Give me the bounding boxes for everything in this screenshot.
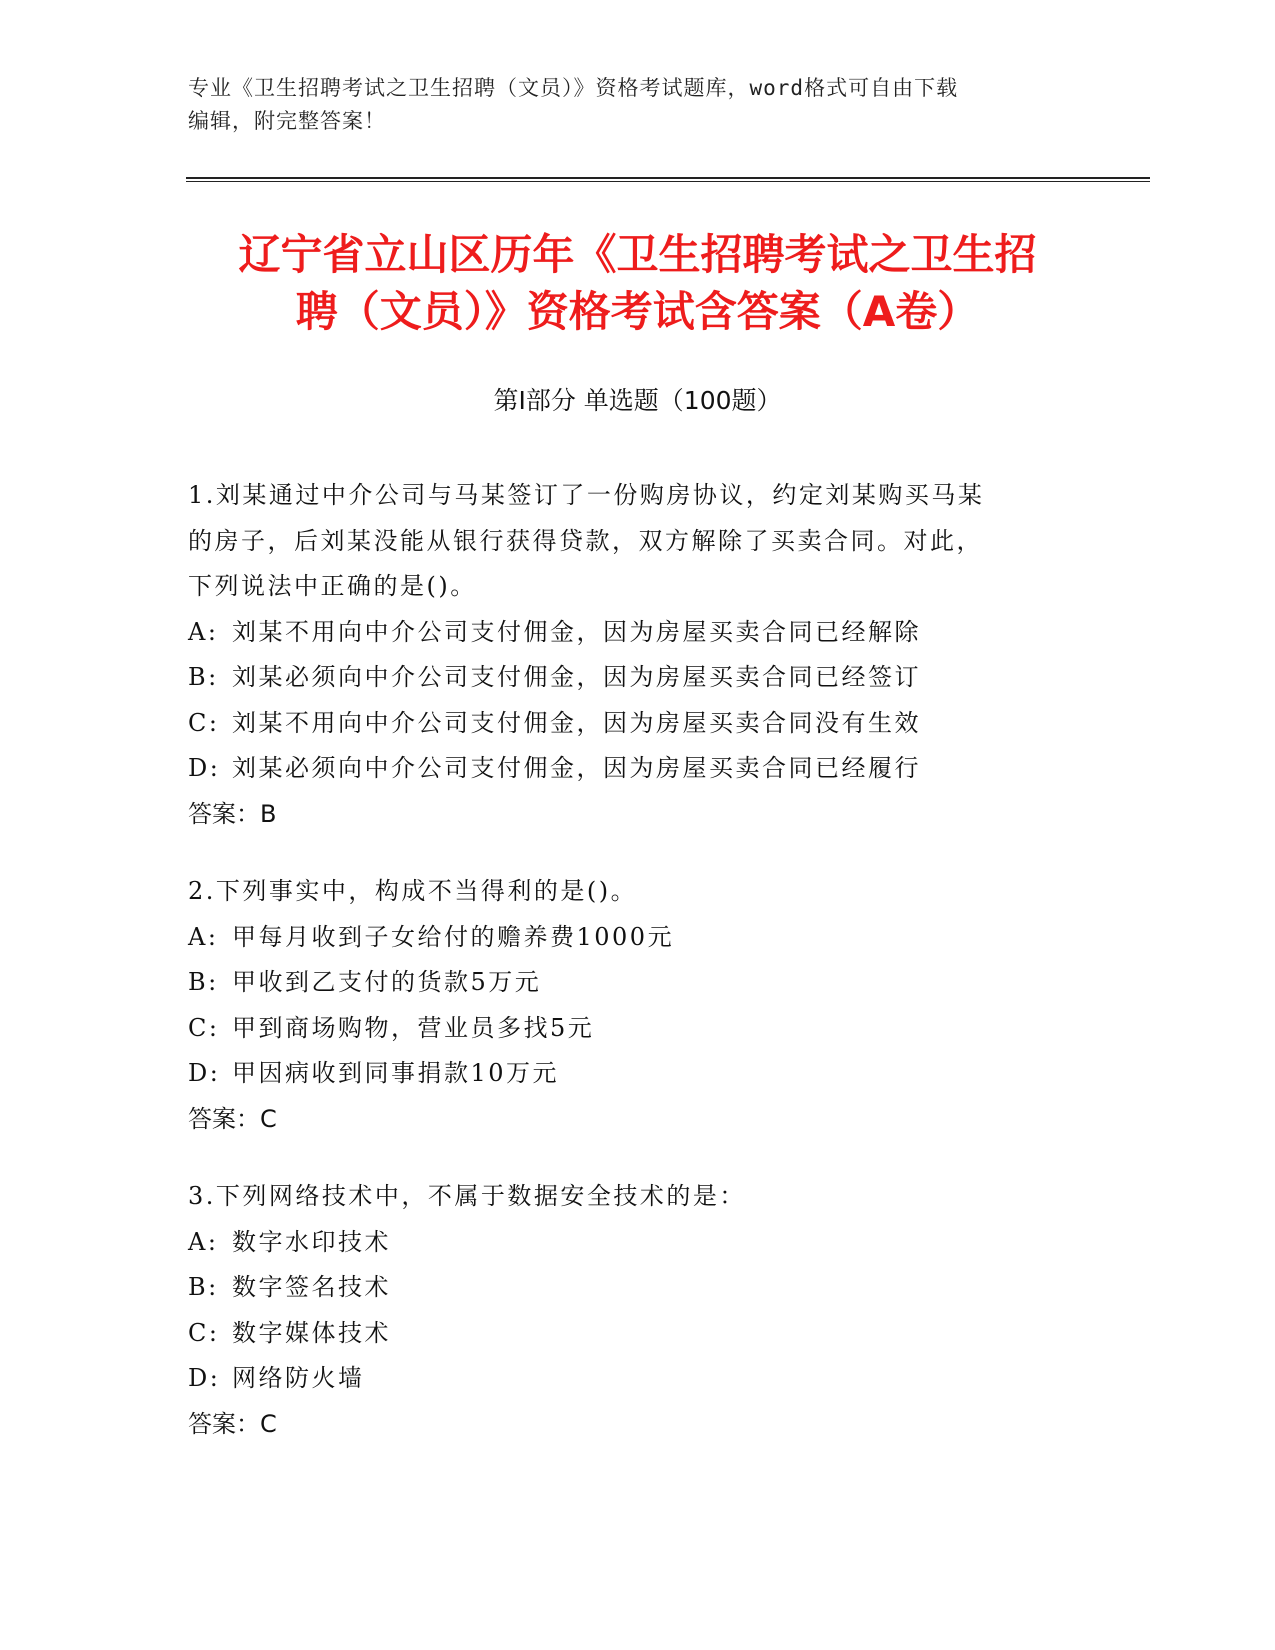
question-2 [188,869,1088,1142]
option-text: 刘某必须向中介公司支付佣金，因为房屋买卖合同已经签订 [232,663,921,691]
option-d [188,746,1088,792]
option-text: 甲收到乙支付的货款5万元 [232,968,542,996]
option-b [188,1265,1088,1311]
option-a [188,1220,1088,1266]
option-text: 网络防火墙 [232,1364,365,1392]
option-key: D: [188,1059,221,1087]
header-note-line-2: 编辑，附完整答案！ [188,109,386,133]
option-key: B: [188,1273,219,1301]
question-1 [188,473,1088,837]
header-divider [186,177,1150,182]
option-key: C: [188,1318,220,1347]
option-text: 数字签名技术 [232,1273,391,1301]
option-text: 数字媒体技术 [232,1318,391,1347]
option-key: D: [188,754,221,782]
document-title-line-1: 辽宁省立山区历年《卫生招聘考试之卫生招 [238,230,1037,279]
option-c [188,701,1088,747]
question-stem-line: 的房子，后刘某没能从银行获得贷款，双方解除了买卖合同。对此， [188,526,983,555]
option-key: B: [188,968,219,996]
option-text: 刘某必须向中介公司支付佣金，因为房屋买卖合同已经履行 [232,754,921,782]
option-b [188,960,1088,1006]
option-key: C: [188,708,220,737]
option-key: C: [188,1013,220,1042]
section-title: 第Ⅰ部分 单选题（100题） [493,386,782,415]
option-d [188,1356,1088,1402]
answer: 答案：C [188,1104,277,1133]
option-c [188,1311,1088,1357]
option-text: 甲到商场购物，营业员多找5元 [232,1013,595,1042]
option-text: 甲每月收到子女给付的赡养费1000元 [232,922,675,951]
question-stem-line: 3.下列网络技术中，不属于数据安全技术的是： [188,1182,746,1210]
option-d [188,1051,1088,1097]
option-key: A: [188,1227,219,1256]
option-text: 刘某不用向中介公司支付佣金，因为房屋买卖合同没有生效 [232,708,921,737]
header-note-line-1: 专业《卫生招聘考试之卫生招聘（文员）》资格考试题库，word格式可自由下载 [188,76,959,100]
option-key: D: [188,1364,221,1392]
option-c [188,1006,1088,1052]
question-3 [188,1174,1088,1447]
question-stem-line: 下列说法中正确的是()。 [188,572,477,600]
option-key: B: [188,663,219,691]
option-text: 甲因病收到同事捐款10万元 [232,1059,560,1087]
option-key: A: [188,922,219,951]
option-b [188,655,1088,701]
option-text: 刘某不用向中介公司支付佣金，因为房屋买卖合同已经解除 [232,617,921,646]
question-stem-line: 2.下列事实中，构成不当得利的是()。 [188,877,638,905]
option-a [188,610,1088,656]
option-key: A: [188,617,219,646]
answer: 答案：C [188,1409,277,1438]
question-stem-line: 1.刘某通过中介公司与马某签订了一份购房协议，约定刘某购买马某 [188,481,985,509]
option-text: 数字水印技术 [232,1227,391,1256]
header-note [188,72,1068,138]
question-list [188,473,1088,1479]
answer: 答案：B [188,799,277,828]
document-title-line-2: 聘（文员）》资格考试含答案（A卷） [295,287,980,336]
option-a [188,915,1088,961]
document-title [160,226,1115,340]
